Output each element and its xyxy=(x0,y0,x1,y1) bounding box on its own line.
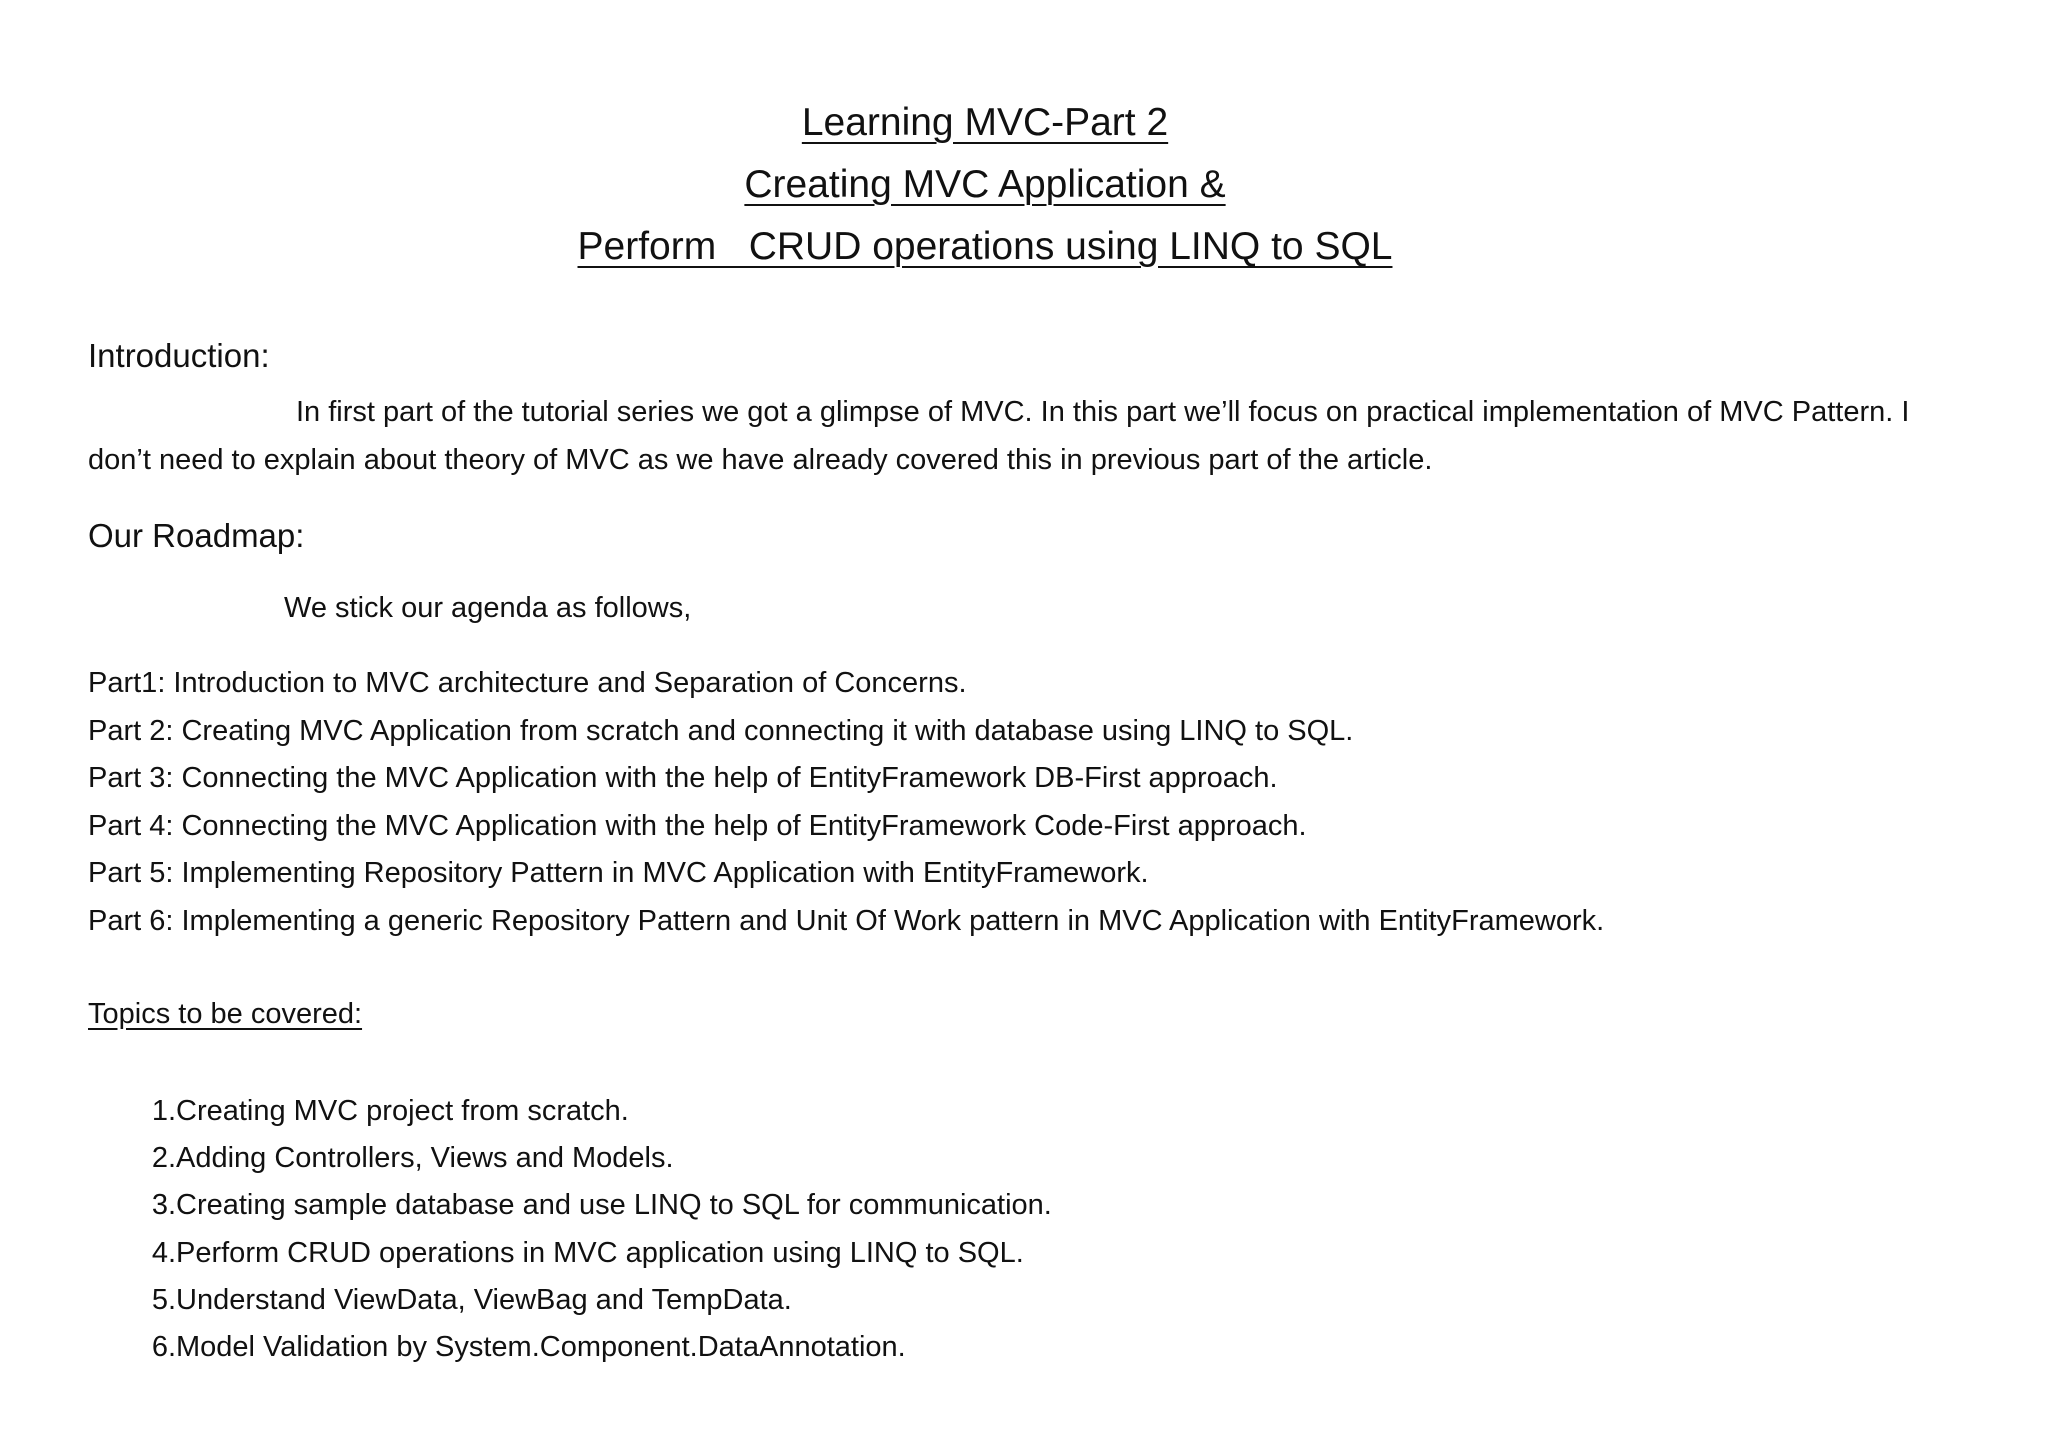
roadmap-part: Part 3: Connecting the MVC Application with the help of EntityFramework DB-First approach. xyxy=(88,762,1278,795)
topic-number: 5. xyxy=(151,1283,176,1316)
topic-text: Creating sample database and use LINQ to SQL for communication. xyxy=(176,1189,1052,1222)
roadmap-heading: Our Roadmap: xyxy=(88,517,305,554)
roadmap-parts-list xyxy=(88,660,1604,946)
title-line-2: Creating MVC Application & xyxy=(744,163,1226,206)
topic-item xyxy=(88,1324,1052,1371)
topic-number: 1. xyxy=(151,1095,176,1127)
agenda-text: We stick our agenda as follows, xyxy=(284,592,692,624)
topics-heading: Topics to be covered: xyxy=(88,998,363,1030)
topic-number: 6. xyxy=(151,1331,176,1364)
roadmap-part: Part 4: Connecting the MVC Application with the help of EntityFramework Code-First approach. xyxy=(88,809,1307,842)
introduction-paragraph: In first part of the tutorial series we got a glimpse of MVC. In this part we’ll focus on practical implementation of MVC Pattern. I don’t need to explain about theory of MVC as we have already covered this in previous part of the article. xyxy=(88,396,1910,476)
topic-number: 4. xyxy=(151,1236,176,1269)
topic-text: Perform CRUD operations in MVC application using LINQ to SQL. xyxy=(176,1236,1024,1269)
title-line-1: Learning MVC-Part 2 xyxy=(801,101,1169,144)
topic-item xyxy=(88,1182,1052,1229)
topic-text: Understand ViewData, ViewBag and TempData. xyxy=(176,1283,792,1316)
topic-item xyxy=(88,1277,1052,1324)
topic-number: 3. xyxy=(151,1189,176,1222)
topics-list xyxy=(88,1088,1052,1371)
document-title xyxy=(0,92,1970,278)
title-line-3: Perform CRUD operations using LINQ to SQL xyxy=(577,225,1393,268)
roadmap-part: Part 6: Implementing a generic Repository Pattern and Unit Of Work pattern in MVC Application with EntityFramework. xyxy=(88,904,1605,937)
topic-item xyxy=(88,1088,1052,1135)
roadmap-part: Part1: Introduction to MVC architecture and Separation of Concerns. xyxy=(88,667,967,699)
roadmap-part: Part 2: Creating MVC Application from scratch and connecting it with database using LINQ to SQL. xyxy=(88,714,1354,747)
topic-item xyxy=(88,1135,1052,1182)
topic-number: 2. xyxy=(151,1142,176,1175)
topic-text: Adding Controllers, Views and Models. xyxy=(176,1142,674,1175)
topic-text: Model Validation by System.Component.DataAnnotation. xyxy=(176,1331,906,1364)
introduction-heading: Introduction: xyxy=(88,337,270,374)
topic-item xyxy=(88,1230,1052,1277)
topic-text: Creating MVC project from scratch. xyxy=(176,1095,629,1127)
roadmap-part: Part 5: Implementing Repository Pattern in MVC Application with EntityFramework. xyxy=(88,857,1149,890)
